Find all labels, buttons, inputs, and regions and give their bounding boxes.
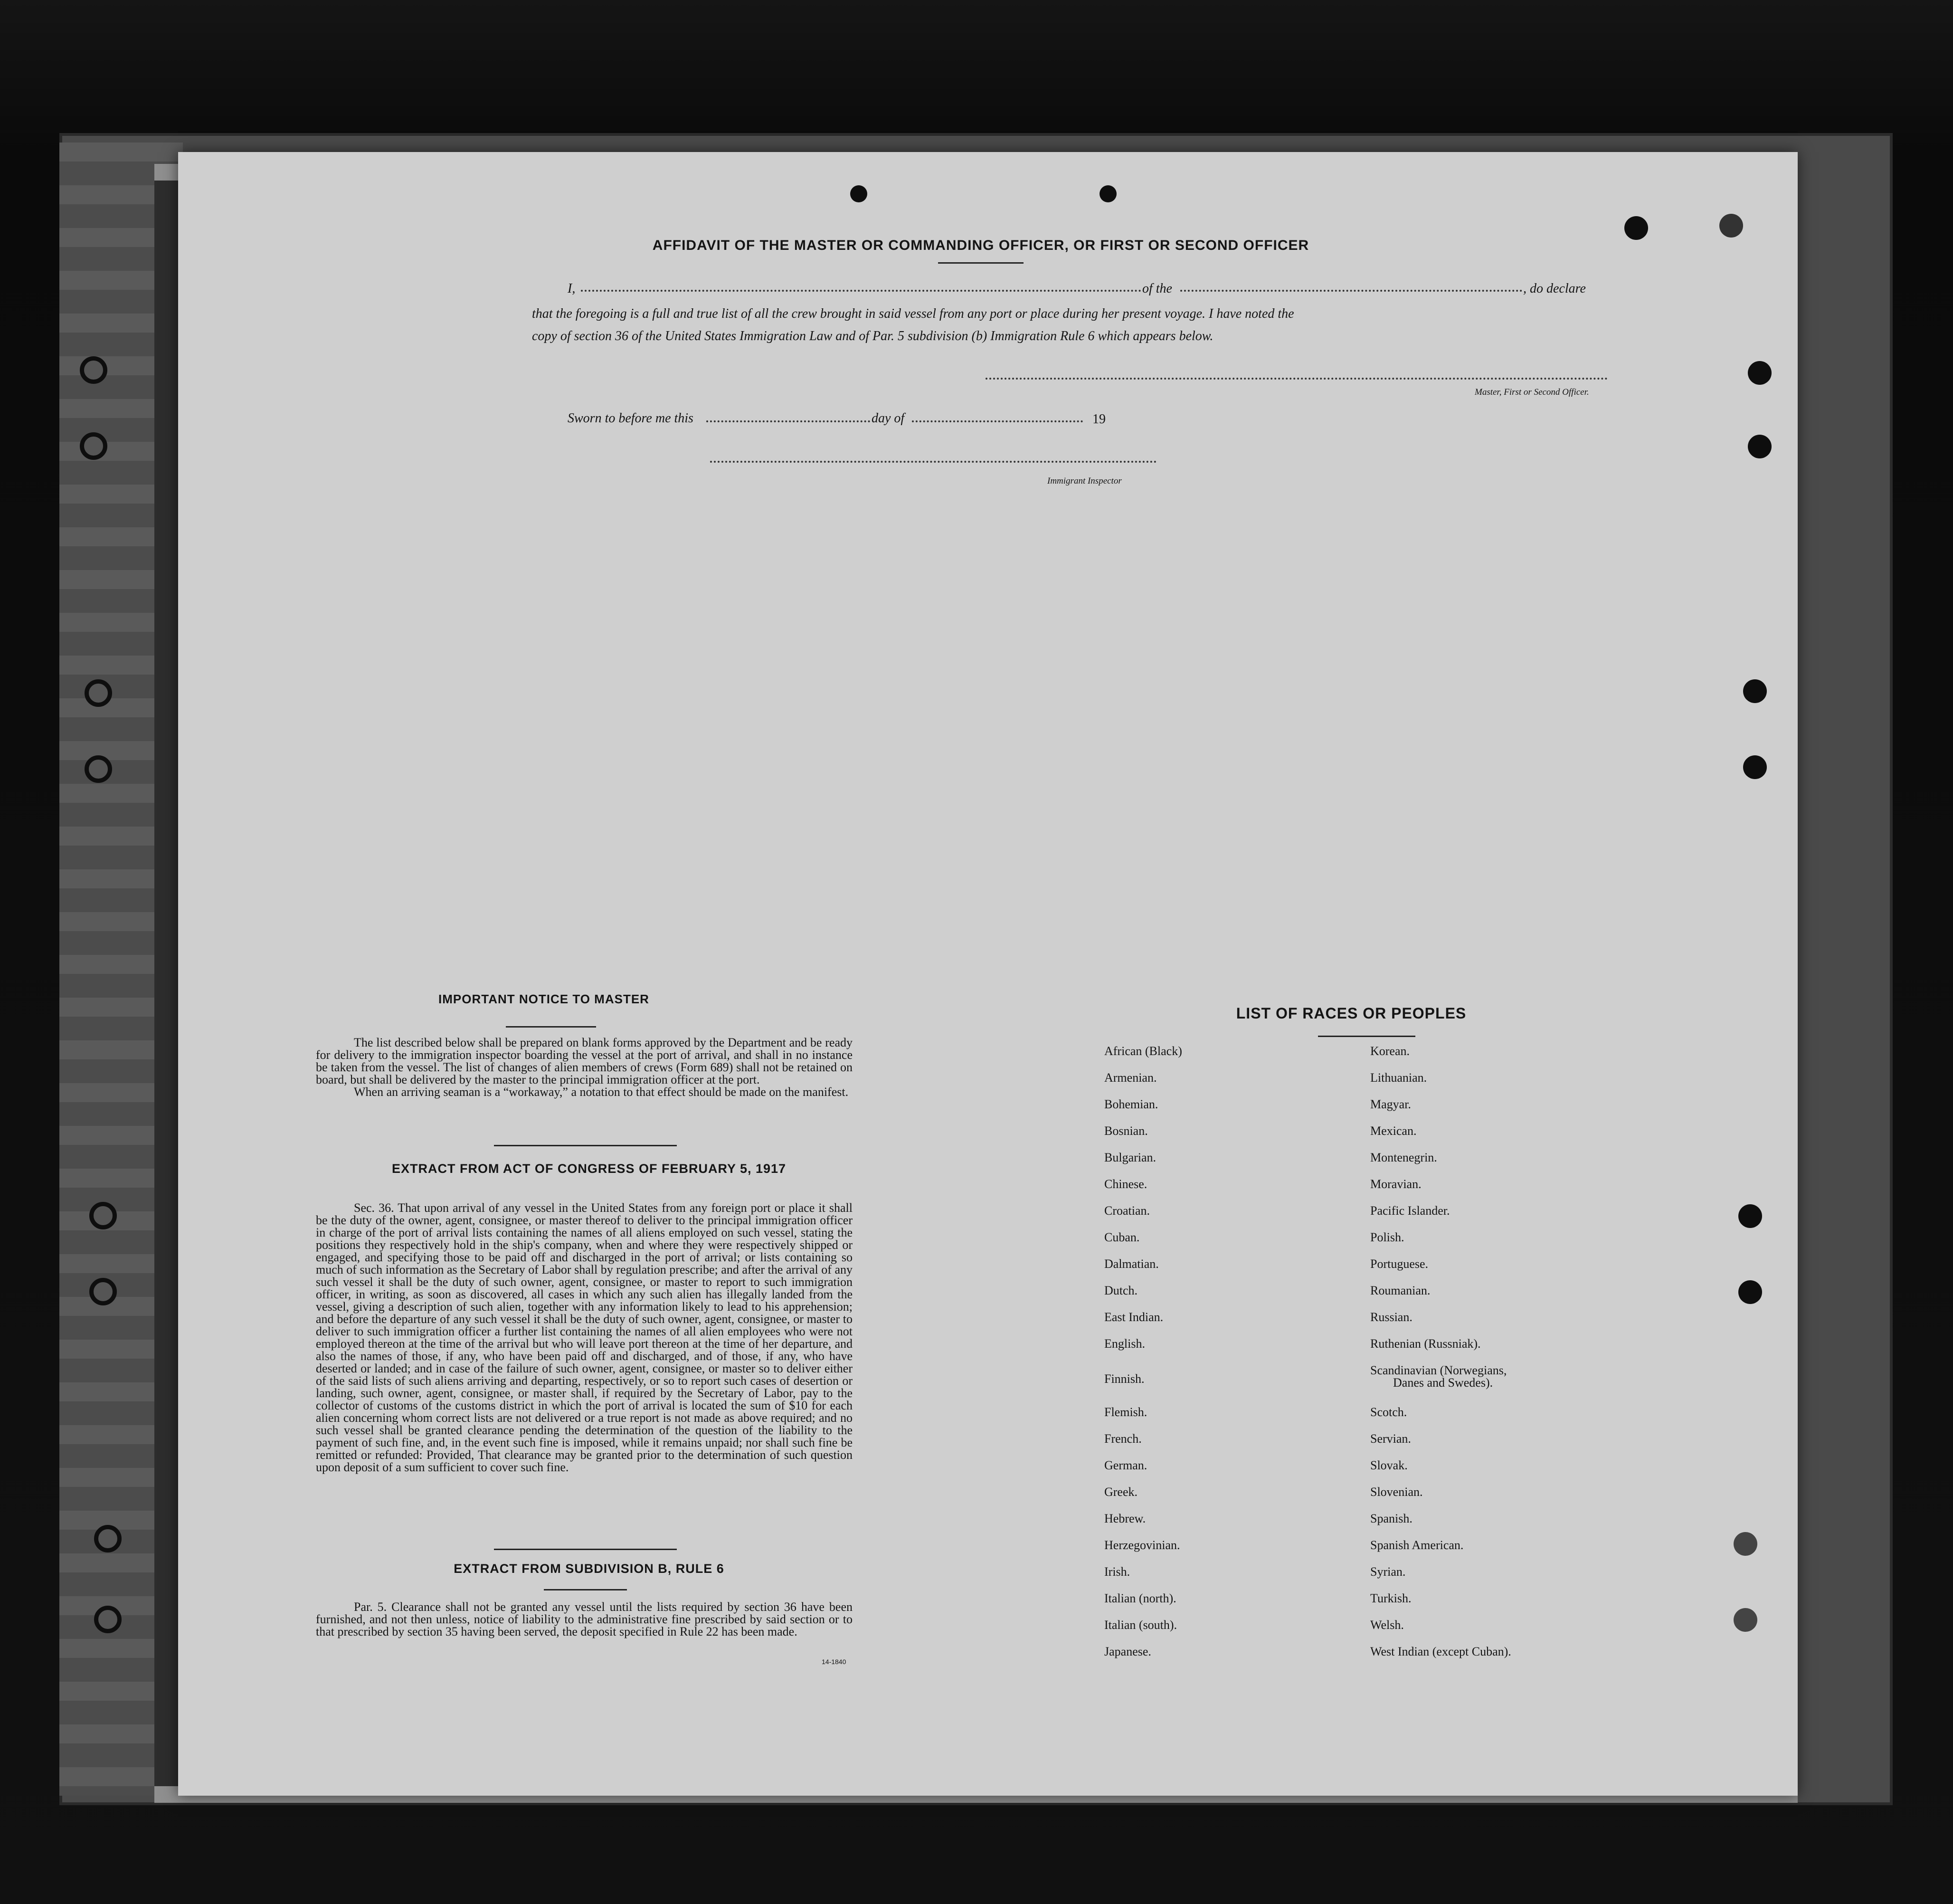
notice-text [316,1037,853,1098]
race-item: English. [1104,1337,1145,1351]
race-item: Flemish. [1104,1405,1147,1419]
race-item: Portuguese. [1370,1257,1429,1271]
race-item: Servian. [1370,1432,1411,1446]
binder-hole-icon [80,432,107,460]
race-item: Italian (north). [1104,1591,1176,1605]
year-prefix: 19 [1092,412,1106,427]
notice-underline [506,1026,596,1028]
race-item: Montenegrin. [1370,1151,1437,1164]
notice-paragraph-1: The list described below shall be prepared on blank forms approved by the Department and be ready for delivery to the immigration inspector boarding the vessel at the port of arrival, and shall in no instance be taken from the vessel. The list of changes of alien members of crews (Form 689) shall not be retained on board, but shall be delivered by the master to the principal immigration officer at the port. [316,1036,853,1086]
race-item: Finnish. [1104,1372,1145,1386]
race-item: Korean. [1370,1044,1410,1058]
section-36-text: Sec. 36. That upon arrival of any vessel in the United States from any foreign port or place it shall be the duty of the owner, agent, consignee, or master thereof to deliver to the principal immigration officer in charge of the port of arrival lists containing the names of all aliens employed on such vessel, stating the positions they respectively hold in the ship's company, when and where they were respectively shipped or engaged, and specifying those to be paid off and discharged in the port of arrival; or lists containing so much of such information as the Secretary of Labor shall by regulation prescribe; and after the arrival of any such vessel it shall be the duty of such owner, agent, consignee, or master to report to such immigration officer, in writing, as soon as discovered, all cases in which any such alien has illegally landed from the vessel, giving a description of such alien, together with any information likely to lead to his apprehension; and before the departure of any such vessel it shall be the duty of such owner, agent, consignee, or master to deliver to such immigration officer a further list containing the names of all alien employees who were not employed thereon at the time of the arrival but who will leave port thereon at the time of her departure, and also the names of those, if any, who have been paid off and discharged, and of those, if any, who have deserted or landed; and in case of the failure of such owner, agent, consignee, or master so to deliver either of the said lists of such aliens arriving and departing, respectively, or so to report such cases of desertion or landing, such owner, agent, consignee, or master shall, if required by the Secretary of Labor, pay to the collector of customs of the customs district in which the port of arrival is located the sum of $10 for each alien concerning whom correct lists are not delivered or a true report is not made as above required; and no such vessel shall be granted clearance pending the determination of the question of the liability to the payment of such fine, and, in the event such fine is imposed, while it remains unpaid; nor shall such fine be remitted or refunded: Provided, That clearance may be granted prior to the determination of such question upon deposit of a sum sufficient to cover such fine. [316,1201,853,1474]
race-item: Syrian. [1370,1565,1406,1579]
binder-hole-icon [89,1202,117,1229]
race-item: Russian. [1370,1310,1413,1324]
race-item: Magyar. [1370,1097,1411,1111]
race-item: Armenian. [1104,1071,1157,1085]
master-name-field[interactable] [581,290,1141,292]
punch-hole-icon [1738,1204,1762,1228]
affidavit-line-3: copy of section 36 of the United States Immigration Law and of Par. 5 subdivision (b) Immigration Rule 6 which appears below. [532,329,1214,343]
notice-paragraph-2: When an arriving seaman is a “workaway,” a notation to that effect should be made on the manifest. [354,1085,849,1099]
affidavit-of-the-label: of the [1142,281,1172,296]
affidavit-line-2: that the foregoing is a full and true list of all the crew brought in said vessel from any port or place during her present voyage. I have noted the [532,306,1294,321]
inspector-caption: Immigrant Inspector [1047,476,1122,486]
race-item: Lithuanian. [1370,1071,1427,1085]
race-item: Moravian. [1370,1177,1422,1191]
race-item: Italian (south). [1104,1618,1177,1632]
race-item: Pacific Islander. [1370,1204,1450,1218]
races-underline [1318,1036,1415,1037]
form-number: 14-1840 [822,1658,846,1666]
binder-hole-icon [85,679,112,707]
master-signature-field[interactable] [986,378,1608,380]
race-item: Dalmatian. [1104,1257,1159,1271]
race-item: Irish. [1104,1565,1130,1579]
race-item: Welsh. [1370,1618,1404,1632]
race-item: Cuban. [1104,1230,1140,1244]
race-item: Ruthenian (Russniak). [1370,1337,1481,1351]
punch-hole-icon [1100,185,1117,202]
race-item: French. [1104,1432,1142,1446]
vessel-name-field[interactable] [1180,290,1522,292]
act-text [316,1202,853,1474]
punch-hole-icon [1748,435,1772,458]
race-item: Greek. [1104,1485,1138,1499]
punch-hole-icon [1738,1280,1762,1304]
race-item: German. [1104,1458,1147,1472]
act-title: EXTRACT FROM ACT OF CONGRESS OF FEBRUARY 5, 1917 [391,1161,787,1176]
rule-underline [544,1589,627,1590]
punch-hole-icon [1748,361,1772,385]
race-item: Bulgarian. [1104,1151,1157,1164]
inspector-signature-field[interactable] [710,461,1157,463]
race-item: Slovenian. [1370,1485,1423,1499]
rule-text [316,1601,853,1638]
binder-hole-icon [85,755,112,783]
race-item: Chinese. [1104,1177,1147,1191]
binder-hole-icon [94,1606,122,1633]
affidavit-title: AFFIDAVIT OF THE MASTER OR COMMANDING OFFICER, OR FIRST OR SECOND OFFICER [652,238,1309,253]
punch-hole-icon [1719,214,1743,238]
binder-hole-icon [89,1278,117,1305]
affidavit-declare-label: , do declare [1523,281,1586,296]
race-item: African (Black) [1104,1044,1182,1058]
race-item: East Indian. [1104,1310,1164,1324]
race-item: Polish. [1370,1230,1404,1244]
affidavit-page [178,152,1798,1796]
sworn-label: Sworn to before me this [568,411,693,426]
race-item: Slovak. [1370,1458,1408,1472]
race-item: Mexican. [1370,1124,1417,1138]
race-item: Scotch. [1370,1405,1407,1419]
race-item: Japanese. [1104,1645,1151,1658]
affidavit-i-label: I, [568,281,576,296]
section-divider [494,1549,677,1550]
punch-hole-icon [1743,755,1767,779]
race-item: Bohemian. [1104,1097,1158,1111]
notice-title: IMPORTANT NOTICE TO MASTER [438,992,649,1006]
binder-hole-icon [80,356,107,384]
race-item: Dutch. [1104,1284,1138,1297]
race-item: Roumanian. [1370,1284,1431,1297]
par-5-text: Par. 5. Clearance shall not be granted any vessel until the lists required by section 36 have been furnished, and not then unless, notice of liability to the administrative fine prescribed by said section or to that prescribed by section 35 having been served, the deposit specified in Rule 22 has been made. [316,1600,853,1638]
sworn-day-field[interactable] [706,420,870,422]
punch-hole-icon [1734,1532,1757,1556]
race-item: Turkish. [1370,1591,1412,1605]
punch-hole-icon [1734,1608,1757,1632]
race-item: Spanish. [1370,1512,1413,1525]
race-item: Croatian. [1104,1204,1150,1218]
punch-hole-icon [1624,216,1648,240]
race-item: Herzegovinian. [1104,1538,1180,1552]
race-item: Spanish American. [1370,1538,1464,1552]
race-item: Bosnian. [1104,1124,1148,1138]
race-item: West Indian (except Cuban). [1370,1645,1511,1658]
title-underline [938,262,1024,264]
section-divider [494,1145,677,1146]
race-item-continued: Danes and Swedes). [1393,1376,1493,1390]
rule-title: EXTRACT FROM SUBDIVISION B, RULE 6 [454,1561,724,1576]
sworn-month-field[interactable] [912,420,1083,422]
master-signature-caption: Master, First or Second Officer. [1475,387,1589,397]
punch-hole-icon [850,185,867,202]
race-item: Hebrew. [1104,1512,1146,1525]
races-title: LIST OF RACES OR PEOPLES [1236,1005,1467,1022]
race-item: Scandinavian (Norwegians, [1370,1363,1507,1377]
punch-hole-icon [1743,679,1767,703]
day-of-label: day of [872,411,905,426]
binder-hole-icon [94,1525,122,1552]
